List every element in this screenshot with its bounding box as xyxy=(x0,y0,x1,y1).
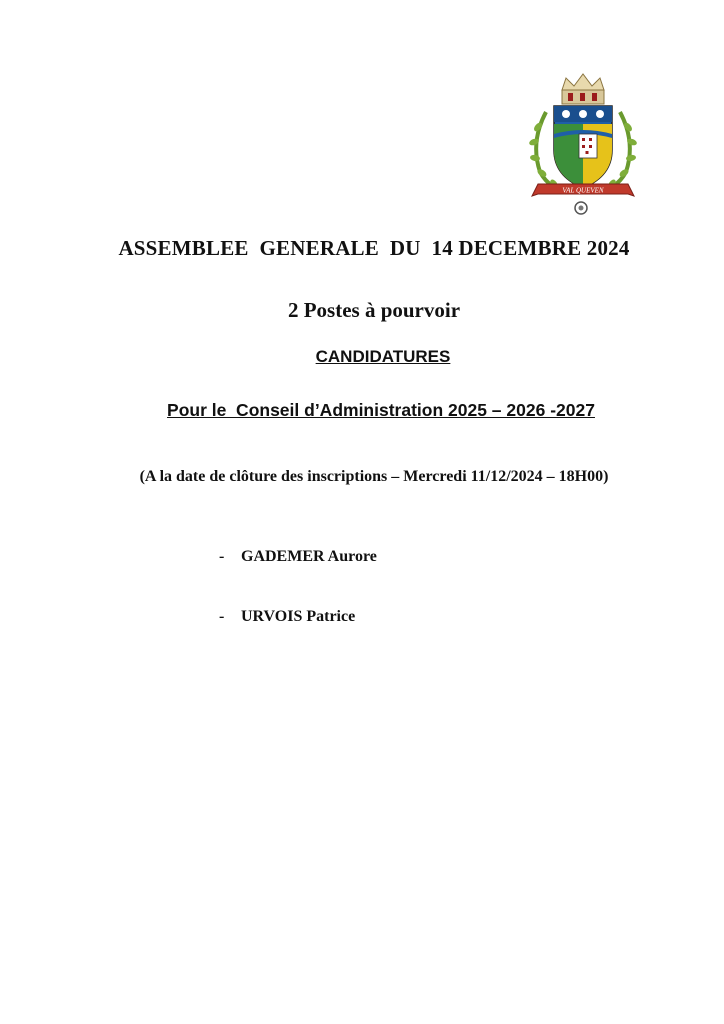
page-title: ASSEMBLEE GENERALE DU 14 DECEMBRE 2024 xyxy=(118,236,630,260)
list-item xyxy=(219,608,377,628)
svg-text:VAL QUEVEN: VAL QUEVEN xyxy=(562,186,604,195)
candidatures-heading: CANDIDATURES xyxy=(315,347,451,366)
bullet-dash: - xyxy=(219,608,225,625)
council-heading: Pour le Conseil d’Administration 2025 – 2026 -2027 xyxy=(167,400,595,420)
candidate-name: GADEMER Aurore xyxy=(241,548,377,565)
closing-date-note: (A la date de clôture des inscriptions – Mercredi 11/12/2024 – 18H00) xyxy=(139,468,609,485)
positions-subtitle: 2 Postes à pourvoir xyxy=(287,298,461,322)
coat-of-arms-icon xyxy=(524,72,642,218)
bullet-dash: - xyxy=(219,548,225,565)
candidate-list xyxy=(219,548,377,668)
list-item xyxy=(219,548,377,568)
candidate-name: URVOIS Patrice xyxy=(241,608,356,625)
